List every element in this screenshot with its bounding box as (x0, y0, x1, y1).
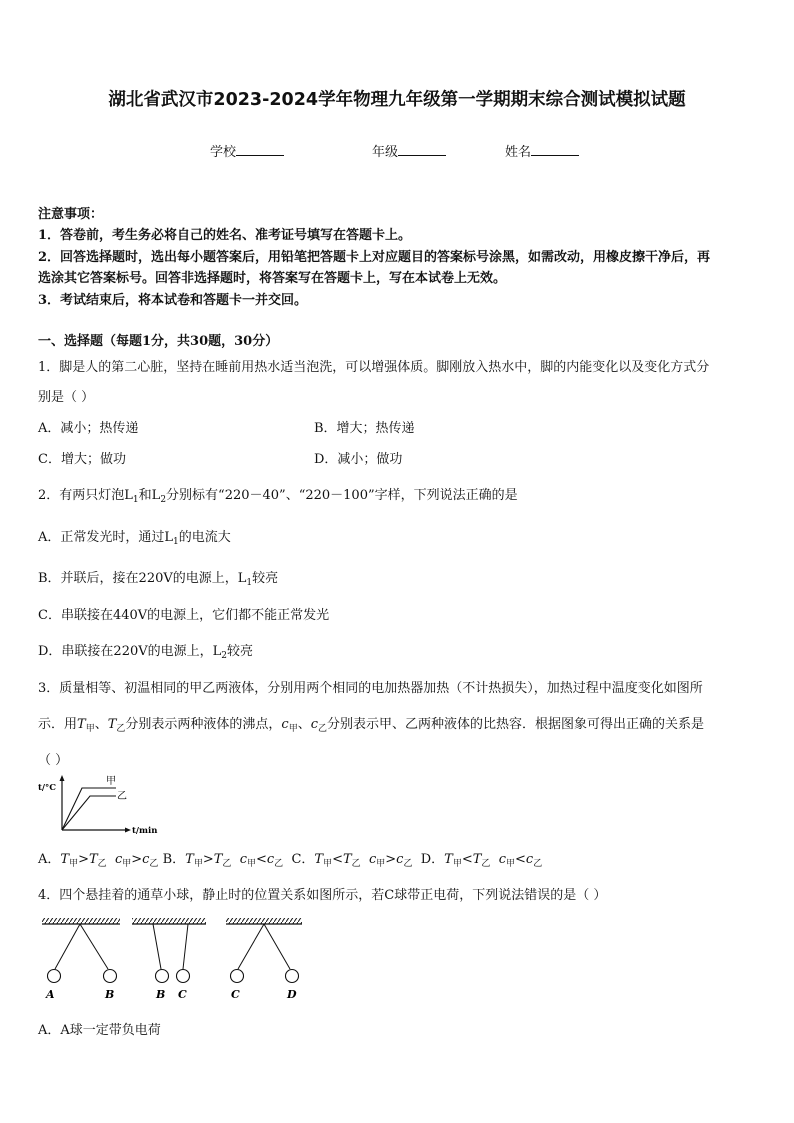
q4-hanging-balls-diagram (38, 916, 308, 1006)
graph-ylabel: t/°C (38, 783, 57, 793)
ball-a (48, 970, 61, 983)
ball-b2 (156, 970, 169, 983)
ceiling-hatch-ab (42, 918, 120, 924)
school-blank[interactable] (236, 143, 284, 156)
label-c: C (178, 988, 187, 1001)
q2-option-b[interactable]: B．并联后，接在220V的电源上，$L_1$较亮 (38, 571, 279, 588)
grade-blank[interactable] (398, 143, 446, 156)
ball-d (286, 970, 299, 983)
graph-line-jia (62, 788, 116, 830)
note-3: 3．考试结束后，将本试卷和答题卡一并交回。 (38, 293, 308, 308)
label-b: B (105, 988, 115, 1001)
school-field: 学校 (210, 141, 284, 160)
thread-c (183, 924, 188, 969)
note-1: 1．答卷前，考生务必将自己的姓名、准考证号填写在答题卡上。 (38, 228, 412, 243)
thread-c2 (238, 924, 264, 969)
q3-option-a[interactable]: A．$T_甲>T_乙$ $c_甲>c_乙$ (38, 852, 159, 869)
graph-xlabel: t/min (132, 826, 158, 836)
page-title: 湖北省武汉市2023-2024学年物理九年级第一学期期末综合测试模拟试题 (108, 90, 686, 110)
ceiling-hatch-cd (226, 918, 302, 924)
q1-option-b[interactable]: B．增大；热传递 (314, 421, 415, 436)
q3-option-d[interactable]: D．$T_甲<T_乙$ $c_甲<c_乙$ (420, 852, 543, 869)
q1-options-row2 (38, 448, 403, 467)
label-d: D (287, 988, 297, 1001)
ball-c2 (231, 970, 244, 983)
q3-stem-cont: 示．用$T_甲$、$T_乙$分别表示两种液体的沸点，$c_甲$、$c_乙$分别表示甲、乙两种液体的比热容．根据图象可得出正确的关系是 (38, 717, 705, 734)
q3-options (38, 848, 542, 869)
thread-d (264, 924, 290, 969)
label-c2: C (231, 988, 240, 1001)
graph-label-yi: 乙 (117, 791, 127, 802)
q1-stem-cont: 别是（ ） (38, 390, 95, 405)
q1-option-c[interactable]: C．增大；做功 (38, 452, 126, 467)
q3-temperature-graph (36, 772, 166, 836)
q2-option-d[interactable]: D．串联接在220V的电源上，$L_2$较亮 (38, 644, 254, 661)
grade-field: 年级 (372, 141, 446, 160)
name-field: 姓名 (505, 141, 579, 160)
note-2-cont: 选涂其它答案标号。回答非选择题时，将答案写在答题卡上，写在本试卷上无效。 (38, 271, 507, 286)
q2-stem: 2．有两只灯泡$L_1$和$L_2$分别标有“220－40”、“220－100”字样，下列说法正确的是 (38, 488, 518, 505)
thread-a (55, 924, 80, 969)
graph-label-jia: 甲 (106, 776, 116, 787)
thread-b2 (153, 924, 161, 969)
ceiling-hatch-bc (132, 918, 206, 924)
thread-b (80, 924, 108, 969)
section-heading: 一、选择题（每题1分，共30题，30分） (38, 334, 279, 349)
q1-options-row1 (38, 417, 415, 436)
q3-option-c[interactable]: C．$T_甲<T_乙$ $c_甲>c_乙$ (291, 852, 413, 869)
name-blank[interactable] (531, 143, 579, 156)
q1-stem: 1．脚是人的第二心脏，坚持在睡前用热水适当泡洗，可以增强体质。脚刚放入热水中，脚的内能变化以及变化方式分 (38, 360, 710, 375)
label-b2: B (156, 988, 166, 1001)
notes-heading: 注意事项： (38, 207, 104, 222)
q1-option-d[interactable]: D．减小；做功 (314, 452, 403, 467)
graph-x-arrow (125, 828, 131, 833)
q4-option-a[interactable]: A．A球一定带负电荷 (38, 1023, 161, 1038)
q4-stem: 4．四个悬挂着的通草小球，静止时的位置关系如图所示，若C球带正电荷，下列说法错误的是（ ） (38, 888, 607, 903)
note-2: 2．回答选择题时，选出每小题答案后，用铅笔把答题卡上对应题目的答案标号涂黑，如需改动，用橡皮擦干净后，再 (38, 250, 711, 265)
graph-y-arrow (60, 775, 65, 781)
q2-option-a[interactable]: A．正常发光时，通过$L_1$的电流大 (38, 530, 231, 547)
q1-option-a[interactable]: A．减小；热传递 (38, 421, 139, 436)
q2-option-c[interactable]: C．串联接在440V的电源上，它们都不能正常发光 (38, 608, 330, 623)
ball-b (104, 970, 117, 983)
label-a: A (46, 988, 55, 1001)
q3-stem-paren: （ ） (38, 753, 69, 768)
q3-stem: 3．质量相等、初温相同的甲乙两液体，分别用两个相同的电加热器加热（不计热损失），加热过程中温度变化如图所 (38, 681, 703, 696)
q3-option-b[interactable]: B．$T_甲>T_乙$ $c_甲<c_乙$ (162, 852, 284, 869)
ball-c (177, 970, 190, 983)
